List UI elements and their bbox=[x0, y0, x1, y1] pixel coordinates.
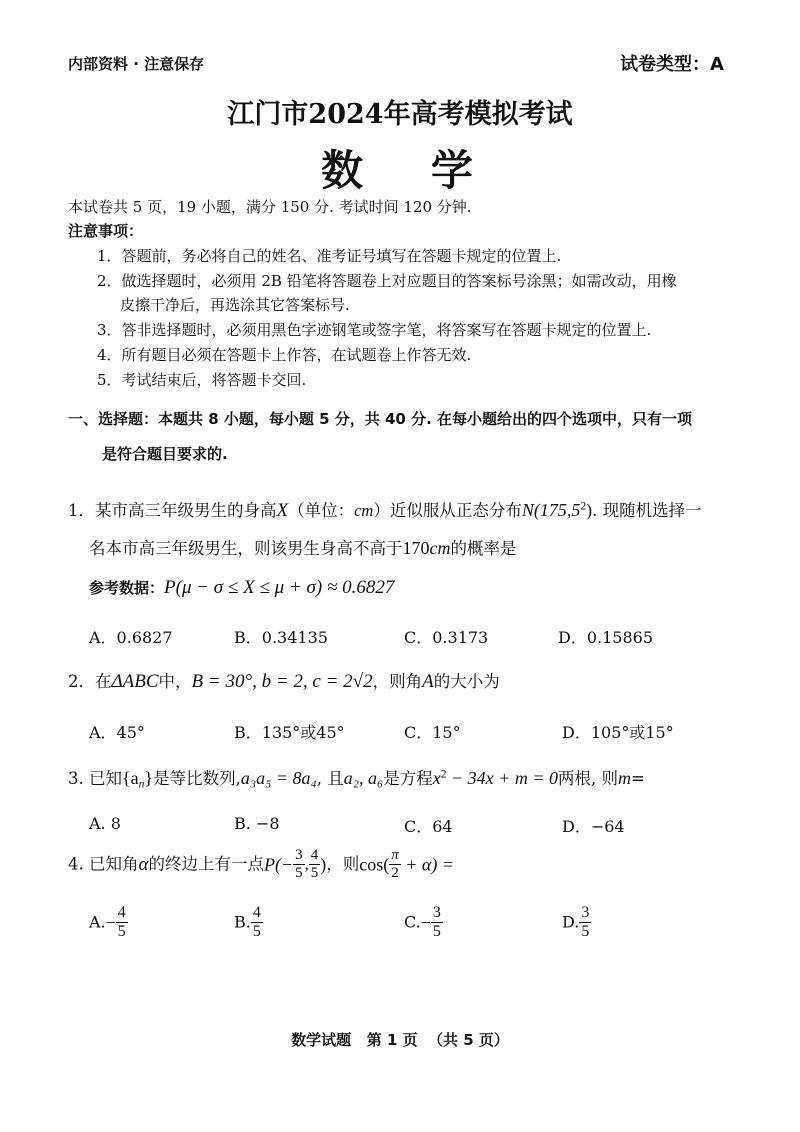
fraction: $\frac{3}{5}$ bbox=[581, 904, 590, 940]
fraction: $\frac{3}{5}$ bbox=[295, 847, 303, 881]
option-b: B. −8 bbox=[234, 814, 280, 833]
option-b: B．135°或45° bbox=[234, 723, 345, 742]
question-4: 4. 已知角α的终边上有一点P(− $\frac{3}{5}$ , $\frac{4}{5}$ )，则cos( $\frac{\pi}{2}$ + α) = bbox=[68, 847, 455, 881]
option-b: B．0.34135 bbox=[234, 628, 328, 647]
fraction: $\frac{4}{5}$ bbox=[117, 904, 126, 940]
option-c: C．0.3173 bbox=[404, 628, 489, 647]
question-1-reference: 参考数据：P(μ − σ ≤ X ≤ μ + σ) ≈ 0.6827 bbox=[89, 577, 395, 598]
notes-heading: 注意事项： bbox=[68, 222, 144, 240]
fraction: $\frac{3}{5}$ bbox=[432, 904, 441, 940]
header-left: 内部资料 · 注意保存 bbox=[68, 55, 205, 73]
note-item: 3．答非选择题时，必须用黑色字迹钢笔或签字笔，将答案写在答题卡规定的位置上. bbox=[97, 321, 652, 339]
option-b: B. $\frac{4}{5}$ bbox=[234, 904, 261, 940]
option-d: D．0.15865 bbox=[558, 628, 653, 647]
option-a: A.− $\frac{4}{5}$ bbox=[89, 904, 126, 940]
option-c: C．64 bbox=[404, 817, 453, 836]
section-heading: 一、选择题：本题共 8 小题，每小题 5 分，共 40 分. 在每小题给出的四个选项中，只有一项 bbox=[68, 410, 693, 428]
exam-intro: 本试卷共 5 页，19 小题，满分 150 分. 考试时间 120 分钟. bbox=[68, 198, 472, 216]
note-item: 1．答题前，务必将自己的姓名、准考证号填写在答题卡规定的位置上. bbox=[97, 247, 562, 265]
subject-title: 数 学 bbox=[321, 146, 479, 195]
question-2: 2．在ΔABC中，B = 30°, b = 2, c = 2√2，则角A的大小为 bbox=[68, 671, 500, 692]
option-c: C.− $\frac{3}{5}$ bbox=[404, 904, 441, 940]
page-footer: 数学试题 第 1 页 （共 5 页） bbox=[291, 1031, 509, 1049]
option-d: D．105°或15° bbox=[562, 723, 674, 742]
section-heading-cont: 是符合题目要求的. bbox=[102, 445, 228, 463]
fraction: $\frac{\pi}{2}$ bbox=[391, 847, 399, 881]
question-1-line-1: 1．某市高三年级男生的身高X（单位：cm）近似服从正态分布N(175,5$^2$). 现随机选择一 bbox=[68, 500, 702, 521]
header-right: 试卷类型：A bbox=[620, 54, 724, 75]
question-3: 3. 已知$\{a_n\}$是等比数列,a₃a₅ = 8a₄, 且a₂, a₆是方程$x^2 - 34x + m = 0$两根, 则m= bbox=[68, 768, 645, 791]
question-1-line-2: 名本市高三年级男生，则该男生身高不高于170cm的概率是 bbox=[89, 538, 517, 558]
note-item: 5．考试结束后，将答题卡交回. bbox=[97, 371, 307, 389]
note-item: 皮擦干净后，再选涂其它答案标号. bbox=[120, 296, 350, 314]
fraction: $\frac{4}{5}$ bbox=[310, 847, 319, 881]
fraction: $\frac{4}{5}$ bbox=[252, 904, 261, 940]
option-c: C．15° bbox=[404, 723, 461, 742]
note-item: 4．所有题目必须在答题卡上作答，在试题卷上作答无效. bbox=[97, 346, 472, 364]
note-item: 2．做选择题时，必须用 2B 铅笔将答题卷上对应题目的答案标号涂黑；如需改动，用橡 bbox=[97, 272, 677, 290]
option-a: A．45° bbox=[89, 723, 145, 742]
option-a: A. 8 bbox=[89, 814, 121, 833]
option-d: D．−64 bbox=[562, 817, 625, 836]
option-d: D. $\frac{3}{5}$ bbox=[562, 904, 590, 940]
option-a: A．0.6827 bbox=[89, 628, 173, 647]
exam-title: 江门市2024年高考模拟考试 bbox=[227, 99, 573, 130]
